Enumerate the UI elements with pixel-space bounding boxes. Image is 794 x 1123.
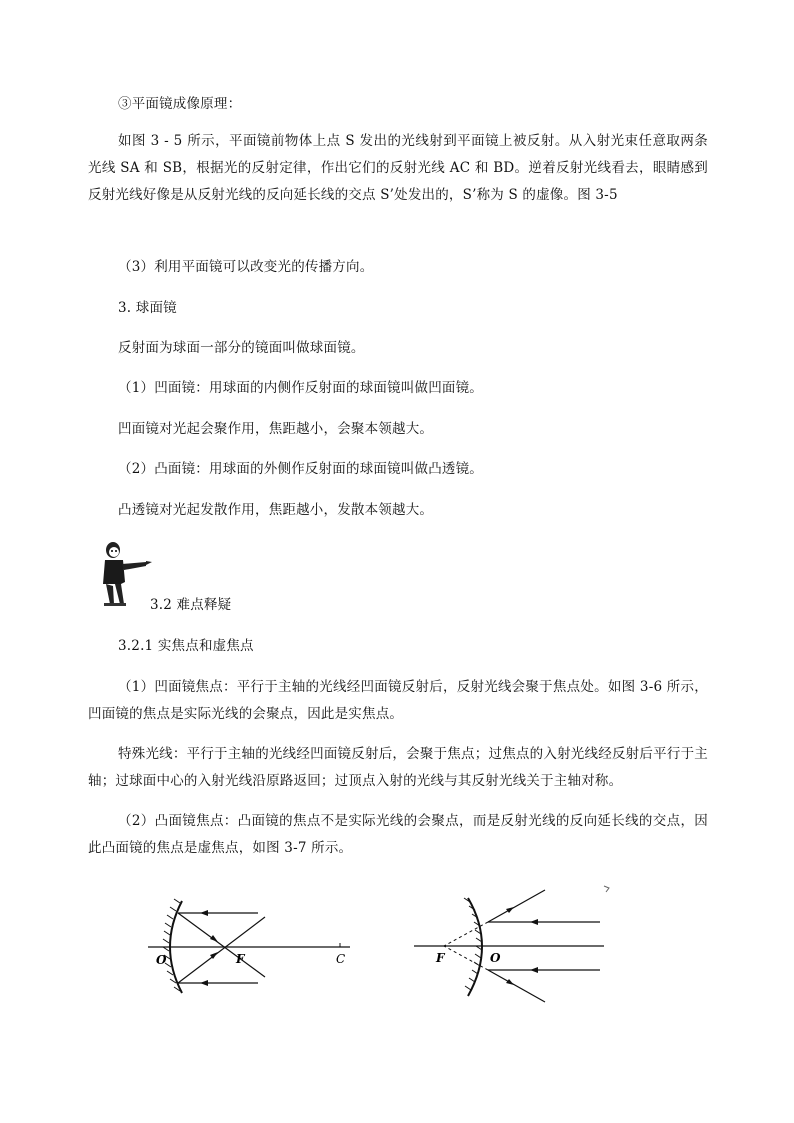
paragraph-special-rays: 特殊光线：平行于主轴的光线经凹面镜反射后，会聚于焦点；过焦点的入射光线经反射后平行于主轴；过球面中心的入射光线沿原路返回；过顶点入射的光线与其反射光线关于主轴对称。 — [88, 746, 708, 789]
paragraph-spherical-mirror-definition: 反射面为球面一部分的镜面叫做球面镜。 — [118, 340, 365, 356]
convex-mirror-diagram — [410, 880, 610, 1005]
label-f: F — [436, 951, 445, 965]
label-o: O — [490, 951, 501, 965]
label-f: F — [236, 952, 245, 966]
section-title: 3.2 难点释疑 — [150, 597, 232, 613]
paragraph-concave-focus: （1）凹面镜焦点：平行于主轴的光线经凹面镜反射后，反射光线会聚于焦点处。如图 3-6 所示，凹面镜的焦点是实际光线的会聚点，因此是实焦点。 — [88, 679, 708, 722]
paragraph-concave-property: 凹面镜对光起会聚作用，焦距越小，会聚本领越大。 — [118, 421, 434, 437]
heading-spherical-mirror: 3. 球面镜 — [118, 300, 177, 316]
paragraph-concave-definition: （1）凹面镜：用球面的内侧作反射面的球面镜叫做凹面镜。 — [118, 380, 483, 396]
pointing-man-illustration — [96, 540, 154, 608]
paragraph-convex-property: 凸透镜对光起发散作用，焦距越小，发散本领越大。 — [118, 502, 434, 518]
concave-mirror-diagram — [140, 895, 360, 1005]
label-c: C — [336, 952, 346, 966]
paragraph-convex-definition: （2）凸面镜：用球面的外侧作反射面的球面镜叫做凸透镜。 — [118, 461, 483, 477]
paragraph-plane-mirror-imaging: 如图 3 - 5 所示，平面镜前物体上点 S 发出的光线射到平面镜上被反射。从入射光束任意取两条光线 SA 和 SB，根据光的反射定律，作出它们的反射光线 AC 和 BD。逆着反射光线看去，眼睛感到反射光线好像是从反射光线的反向延长线的交点 S’处发出的，S’称为 S 的虚像。图 3-5 — [88, 133, 708, 203]
heading-plane-mirror-principle: ③平面镜成像原理： — [118, 96, 242, 112]
subsection-title: 3.2.1 实焦点和虚焦点 — [118, 638, 254, 654]
paragraph-plane-mirror-direction: （3）利用平面镜可以改变光的传播方向。 — [118, 259, 374, 275]
label-o: O — [156, 953, 167, 967]
paragraph-convex-focus: （2）凸面镜焦点：凸面镜的焦点不是实际光线的会聚点，而是反射光线的反向延长线的交点，因此凸面镜的焦点是虚焦点，如图 3-7 所示。 — [88, 813, 708, 856]
